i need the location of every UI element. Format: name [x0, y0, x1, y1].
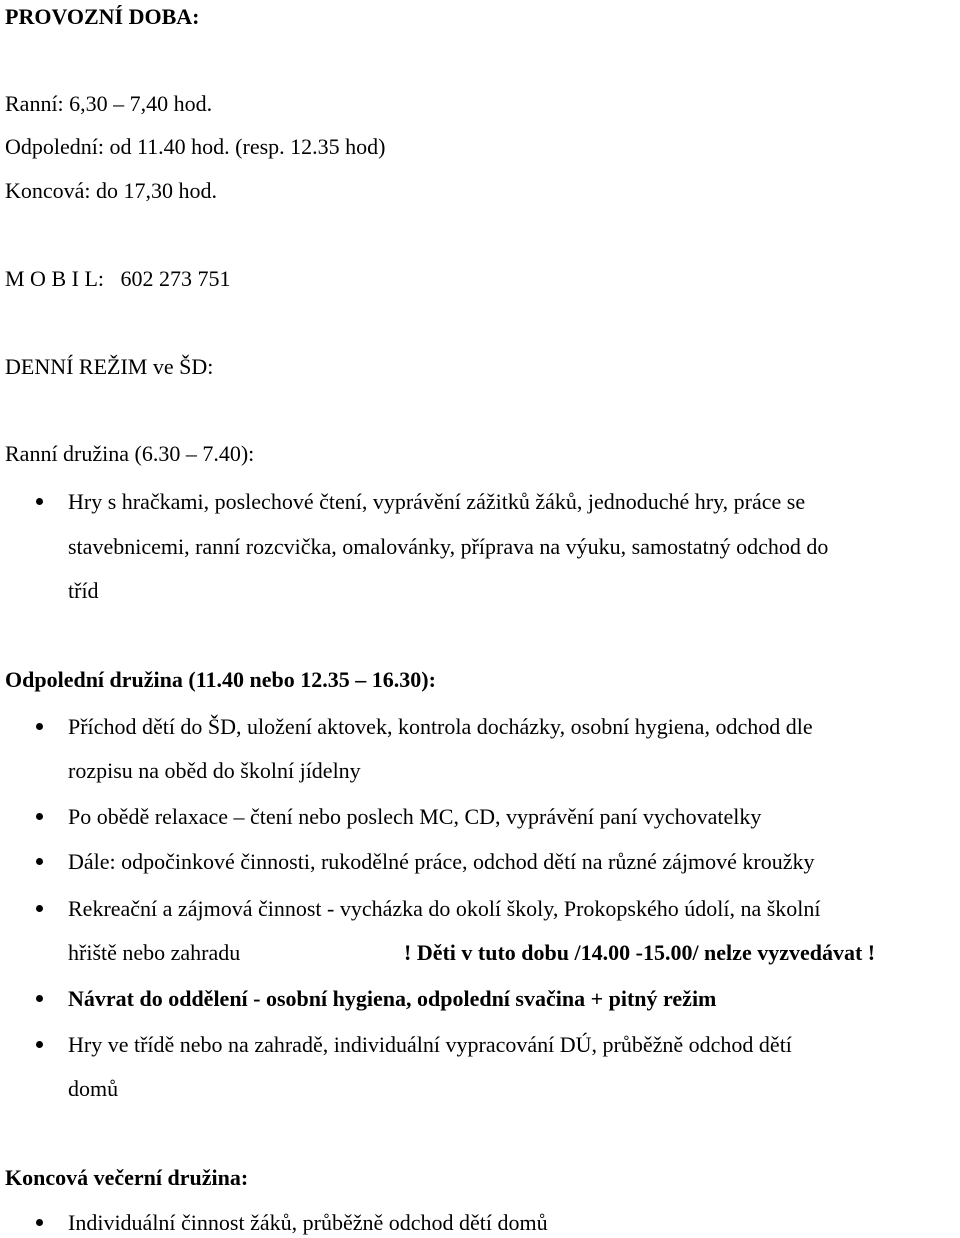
bullet-icon — [36, 498, 43, 505]
evening-group-heading: Koncová večerní družina: — [5, 1165, 249, 1190]
list-item-line: Hry s hračkami, poslechové čtení, vyprávění zážitků žáků, jednoduché hry, práce se — [68, 489, 806, 514]
list-item-line: tříd — [68, 578, 99, 603]
afternoon-hours: Odpolední: od 11.40 hod. (resp. 12.35 hod) — [5, 134, 386, 159]
list-item-line: Dále: odpočinkové činnosti, rukodělné práce, odchod dětí na různé zájmové kroužky — [68, 849, 815, 874]
list-item-line: Rekreační a zájmová činnost - vycházka do okolí školy, Prokopského údolí, na školní — [68, 896, 821, 921]
bullet-icon — [36, 1041, 43, 1048]
bullet-icon — [36, 905, 43, 912]
bullet-icon — [36, 858, 43, 865]
pickup-restriction-note: ! Děti v tuto dobu /14.00 -15.00/ nelze vyzvedávat ! — [404, 940, 876, 965]
bullet-icon — [36, 813, 43, 820]
list-item-line: hřiště nebo zahradu — [68, 940, 241, 965]
daily-regime-heading: DENNÍ REŽIM ve ŠD: — [5, 354, 214, 379]
mobile-number: M O B I L: 602 273 751 — [5, 266, 231, 291]
bullet-icon — [36, 1219, 43, 1226]
morning-hours: Ranní: 6,30 – 7,40 hod. — [5, 91, 213, 116]
list-item-line: Návrat do oddělení - osobní hygiena, odpolední svačina + pitný režim — [68, 986, 717, 1011]
list-item-line: rozpisu na oběd do školní jídelny — [68, 758, 361, 783]
closing-hours: Koncová: do 17,30 hod. — [5, 178, 218, 203]
list-item-line: Příchod dětí do ŠD, uložení aktovek, kontrola docházky, osobní hygiena, odchod dle — [68, 714, 813, 739]
morning-group-heading: Ranní družina (6.30 – 7.40): — [5, 441, 255, 466]
bullet-icon — [36, 723, 43, 730]
list-item-line: stavebnicemi, ranní rozcvička, omalovánky, příprava na výuku, samostatný odchod do — [68, 534, 829, 559]
list-item-line: domů — [68, 1076, 119, 1101]
list-item-line: Po obědě relaxace – čtení nebo poslech MC, CD, vyprávění paní vychovatelky — [68, 804, 762, 829]
bullet-icon — [36, 995, 43, 1002]
list-item-line: Hry ve třídě nebo na zahradě, individuální vypracování DÚ, průběžně odchod dětí — [68, 1032, 792, 1057]
afternoon-group-heading: Odpolední družina (11.40 nebo 12.35 – 16.30): — [5, 667, 436, 692]
opening-hours-heading: PROVOZNÍ DOBA: — [5, 4, 200, 29]
list-item-line: Individuální činnost žáků, průběžně odchod dětí domů — [68, 1210, 548, 1235]
